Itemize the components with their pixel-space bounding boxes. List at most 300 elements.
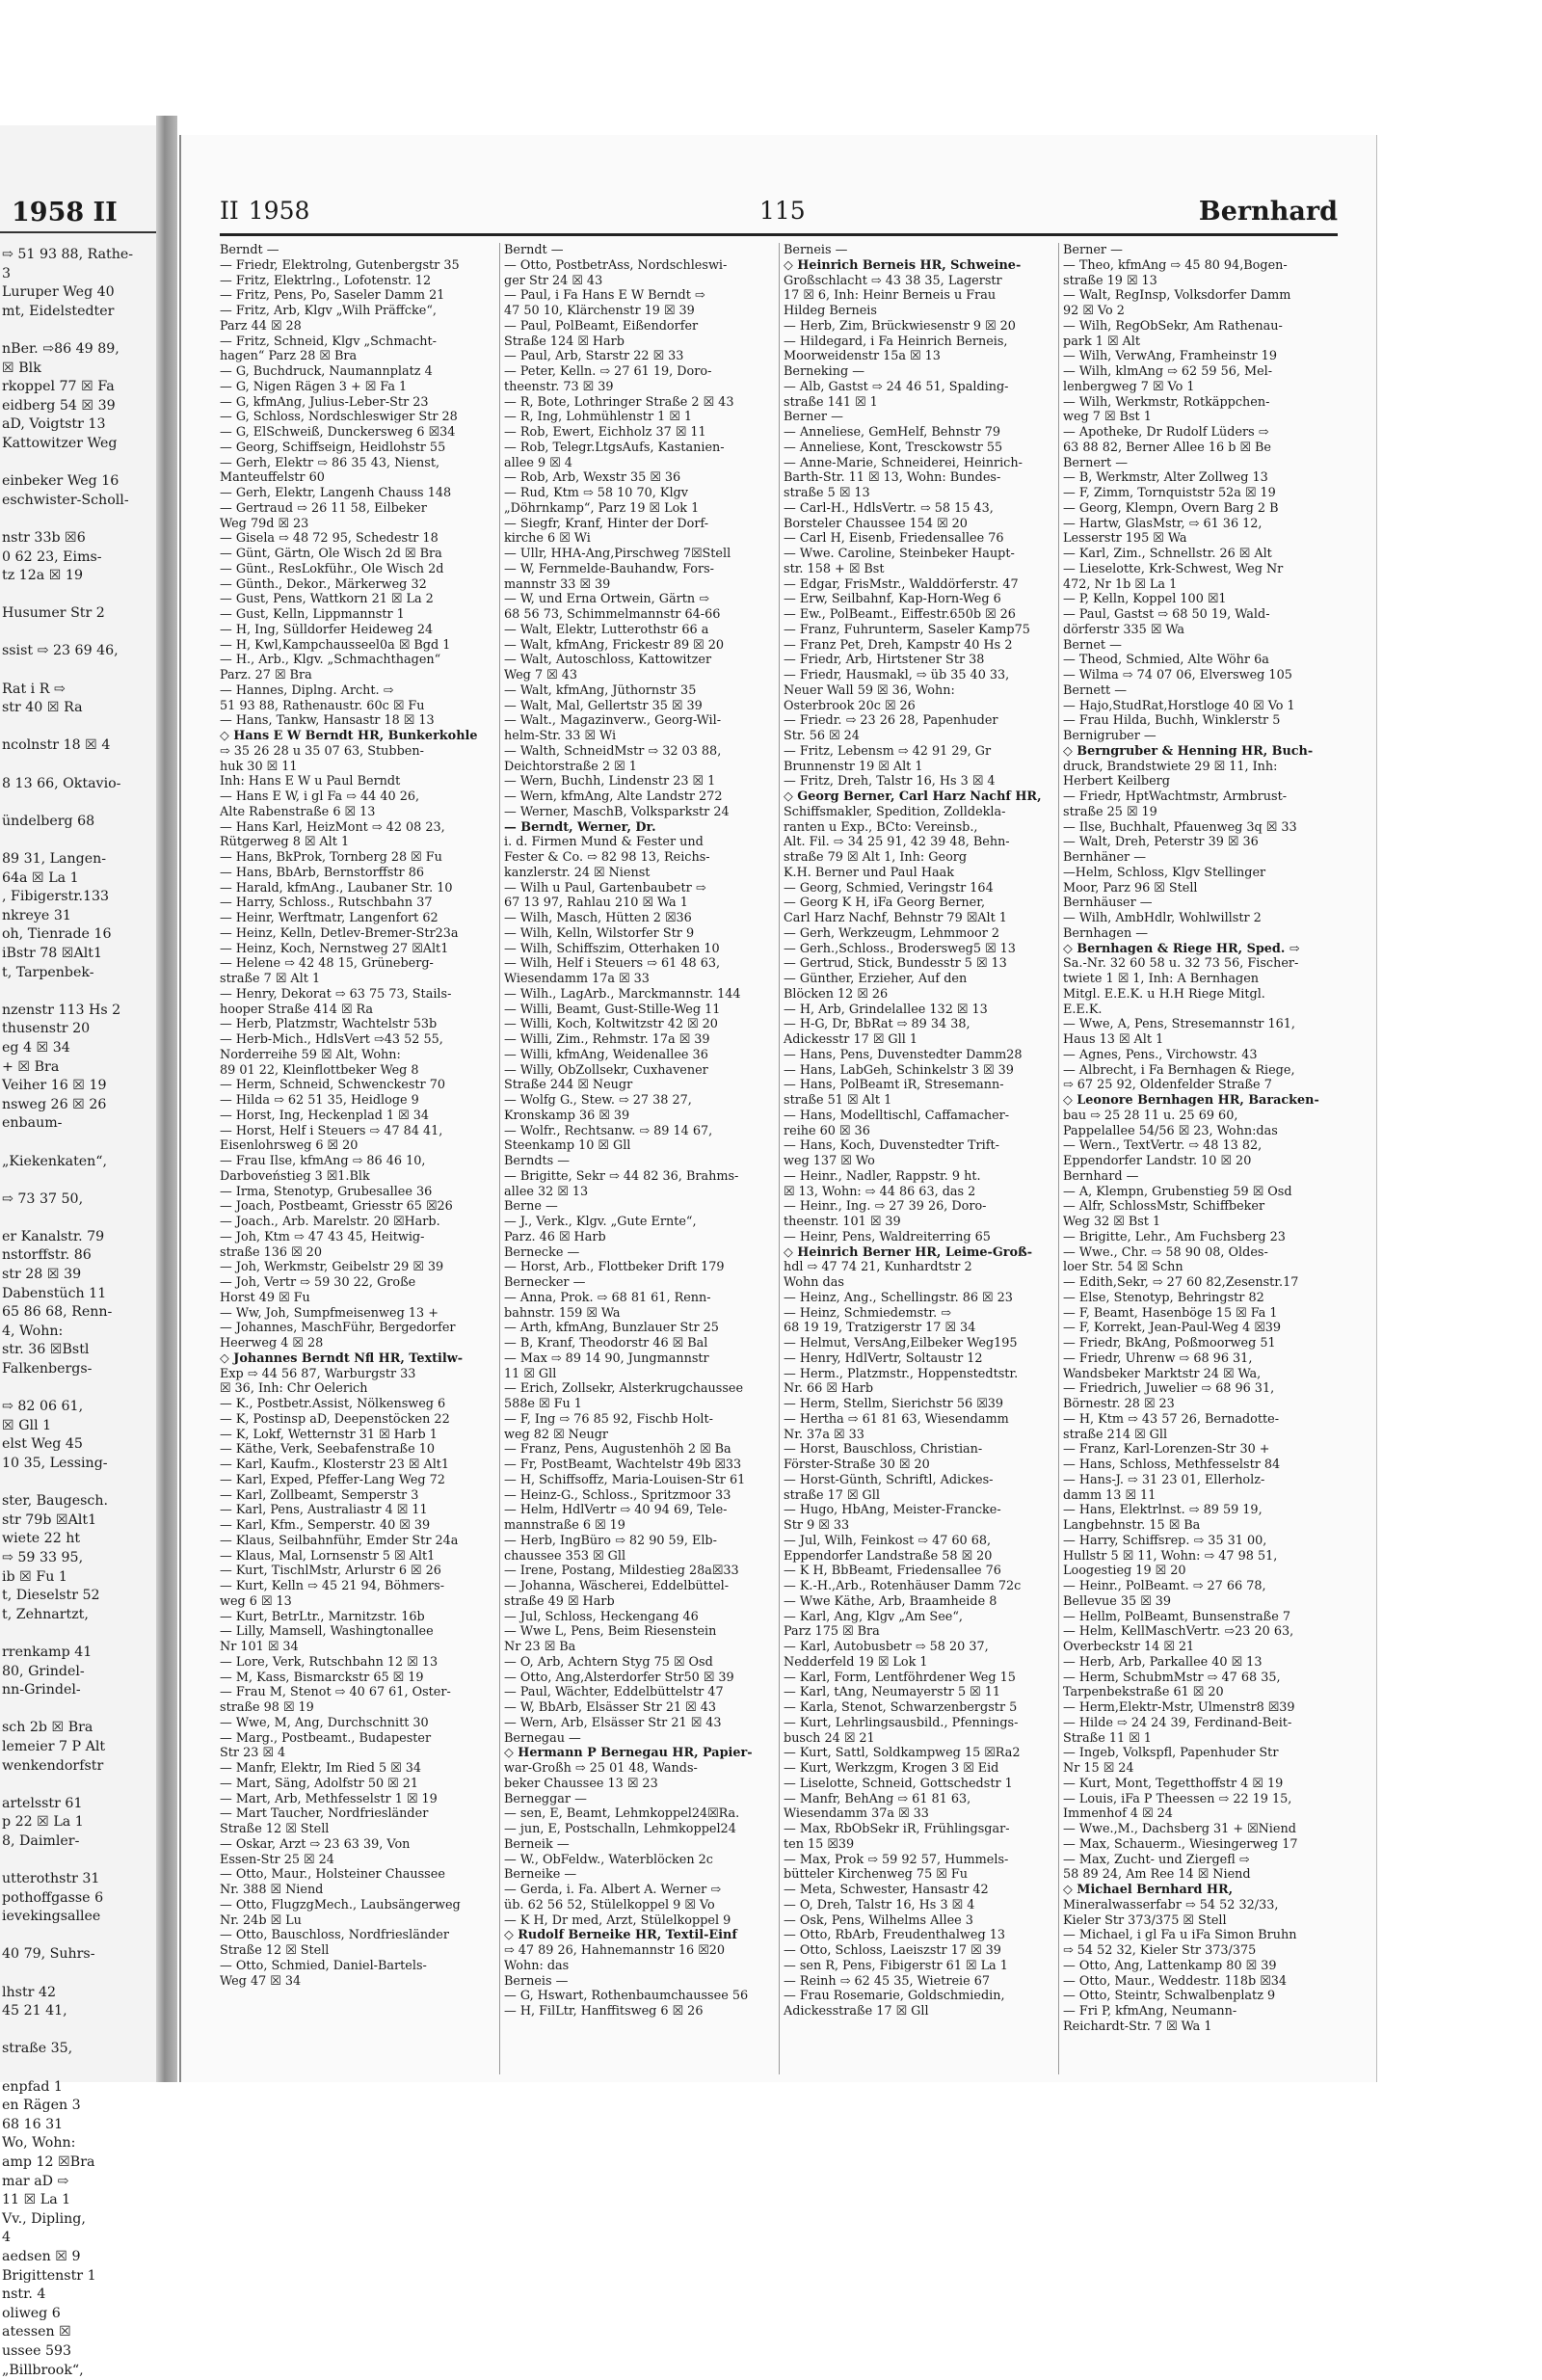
directory-entry-line: — Herb, Arb, Parkallee 40 ☒ 13: [1063, 1655, 1336, 1671]
facing-page-line: [2, 454, 146, 473]
directory-entry-line: hagen“ Parz 28 ☒ Bra: [220, 349, 492, 364]
directory-entry-line: — Paul, PolBeamt, Eißendorfer: [504, 319, 777, 334]
directory-entry-line: — Wwe.,M., Dachsberg 31 + ☒Niend: [1063, 1822, 1336, 1837]
facing-page-line: t, Tarpenbek-: [2, 964, 146, 983]
directory-entry-line: — W., ObFeldw., Waterblöcken 2c: [504, 1853, 777, 1868]
directory-entry-line: Straße 12 ☒ Stell: [220, 1943, 492, 1959]
facing-page-line: [2, 510, 146, 529]
directory-entry-line: — Walt, Autoschloss, Kattowitzer: [504, 653, 777, 668]
directory-entry-line: Bernecker —: [504, 1275, 777, 1291]
directory-entry-line: — Ww, Joh, Sumpfmeisenweg 13 +: [220, 1306, 492, 1322]
directory-entry-line: helm-Str. 33 ☒ Wi: [504, 729, 777, 744]
directory-entry-line: Berner —: [1063, 243, 1336, 258]
directory-entry-line: 11 ☒ Gll: [504, 1367, 777, 1382]
directory-entry-line: — Heinr., Ing. ⇨ 27 39 26, Doro-: [784, 1199, 1056, 1215]
directory-entry-line: — G, Buchdruck, Naumannplatz 4: [220, 364, 492, 380]
directory-entry-line: — Reinh ⇨ 62 45 35, Wietreie 67: [784, 1974, 1056, 1990]
directory-entry-line: dörferstr 335 ☒ Wa: [1063, 623, 1336, 638]
directory-entry-line: — Brigitte, Lehr., Am Fuchsberg 23: [1063, 1230, 1336, 1245]
directory-entry-line: — Franz, Karl-Lorenzen-Str 30 +: [1063, 1442, 1336, 1457]
directory-entry-line: — Franz, Pens, Augustenhöh 2 ☒ Ba: [504, 1442, 777, 1457]
directory-entry-line: Berneking —: [784, 364, 1056, 380]
directory-entry-line: — Edgar, FrisMstr., Walddörferstr. 47: [784, 577, 1056, 593]
directory-entry-line: — Fritz, Lebensm ⇨ 42 91 29, Gr: [784, 744, 1056, 760]
directory-entry-line: straße 25 ☒ 19: [1063, 805, 1336, 820]
directory-entry-line: Berne —: [504, 1199, 777, 1215]
directory-entry-line: 17 ☒ 6, Inh: Heinr Berneis u Frau: [784, 288, 1056, 304]
directory-entry-line: ◇ Bernhagen & Riege HR, Sped. ⇨: [1063, 942, 1336, 957]
facing-page-line: wiete 22 ht: [2, 1530, 146, 1549]
directory-entry-line: — Manfr, BehAng ⇨ 61 81 63,: [784, 1792, 1056, 1807]
directory-entry-line: Bellevue 35 ☒ 39: [1063, 1594, 1336, 1610]
book-gutter: [156, 116, 177, 2082]
facing-page-line: [2, 831, 146, 850]
facing-page-line: ncolnstr 18 ☒ 4: [2, 736, 146, 756]
directory-entry-line: 58 89 24, Am Ree 14 ☒ Niend: [1063, 1867, 1336, 1883]
directory-entry-line: Bernhäner —: [1063, 850, 1336, 866]
facing-page-line: ⇨ 82 06 61,: [2, 1398, 146, 1417]
directory-entry-line: — Paul, Wächter, Eddelbüttelstr 47: [504, 1685, 777, 1700]
directory-entry-line: Straße 124 ☒ Harb: [504, 334, 777, 350]
directory-entry-line: Alt. Fil. ⇨ 34 25 91, 42 39 48, Behn-: [784, 835, 1056, 850]
directory-entry-line: — Ullr, HHA-Ang,Pirschweg 7☒Stell: [504, 547, 777, 562]
directory-entry-line: Immenhof 4 ☒ 24: [1063, 1806, 1336, 1822]
facing-page-line: nkreye 31: [2, 907, 146, 926]
directory-entry-line: — Hajo,StudRat,Horstloge 40 ☒ Vo 1: [1063, 699, 1336, 714]
directory-entry-line: Essen-Str 25 ☒ 24: [220, 1853, 492, 1868]
directory-entry-line: theenstr. 101 ☒ 39: [784, 1215, 1056, 1230]
directory-entry-line: — K, Lokf, Wetternstr 31 ☒ Harb 1: [220, 1428, 492, 1443]
directory-entry-line: — H., Arb., Klgv. „Schmachthagen“: [220, 653, 492, 668]
directory-entry-line: Langbehnstr. 15 ☒ Ba: [1063, 1518, 1336, 1534]
directory-entry-line: — Henry, Dekorat ⇨ 63 75 73, Stails-: [220, 987, 492, 1003]
directory-entry-line: — G, kfmAng, Julius-Leber-Str 23: [220, 395, 492, 411]
directory-entry-line: Str 9 ☒ 33: [784, 1518, 1056, 1534]
directory-entry-line: Barth-Str. 11 ☒ 13, Wohn: Bundes-: [784, 470, 1056, 486]
facing-page-line: 68 16 31: [2, 2116, 146, 2135]
directory-entry-line: Manteuffelstr 60: [220, 470, 492, 486]
directory-entry-line: mannstr 33 ☒ 39: [504, 577, 777, 593]
directory-entry-line: — Helene ⇨ 42 48 15, Grüneberg-: [220, 956, 492, 972]
directory-entry-line: — H, Schiffsoffz, Maria-Louisen-Str 61: [504, 1473, 777, 1488]
directory-entry-line: straße 5 ☒ 13: [784, 486, 1056, 501]
directory-entry-line: — Georg, Klempn, Overn Barg 2 B: [1063, 501, 1336, 517]
directory-entry-line: — Wilh, klmAng ⇨ 62 59 56, Mel-: [1063, 364, 1336, 380]
directory-entry-line: Bernert —: [1063, 456, 1336, 471]
directory-entry-line: ☒ 36, Inh: Chr Oelerich: [220, 1381, 492, 1397]
directory-entry-line: Norderreihe 59 ☒ Alt, Wohn:: [220, 1048, 492, 1063]
directory-entry-line: — Kurt, Sattl, Soldkampweg 15 ☒Ra2: [784, 1746, 1056, 1761]
directory-entry-line: Pappelallee 54/56 ☒ 23, Wohn:das: [1063, 1124, 1336, 1139]
facing-page-line: Vv., Dipling,: [2, 2210, 146, 2230]
directory-entry-line: Straße 12 ☒ Stell: [220, 1822, 492, 1837]
directory-entry-line: — Brigitte, Sekr ⇨ 44 82 36, Brahms-: [504, 1169, 777, 1185]
directory-entry-line: — Otto, PostbetrAss, Nordschleswi-: [504, 258, 777, 274]
directory-entry-line: — Johanna, Wäscherei, Eddelbüttel-: [504, 1579, 777, 1594]
directory-entry-line: — Mart Taucher, Nordfriesländer: [220, 1806, 492, 1822]
directory-entry-line: — Max, Zucht- und Ziergefl ⇨: [1063, 1853, 1336, 1868]
directory-entry-line: — Karl, Kaufm., Klosterstr 23 ☒ Alt1: [220, 1457, 492, 1473]
directory-entry-line: — H-G, Dr, BbRat ⇨ 89 34 38,: [784, 1017, 1056, 1032]
facing-page-line: oliweg 6: [2, 2305, 146, 2324]
directory-entry-line: weg 137 ☒ Wo: [784, 1154, 1056, 1169]
directory-entry-line: — Hans, BkProk, Tornberg 28 ☒ Fu: [220, 850, 492, 866]
directory-entry-line: Mineralwasserfabr ⇨ 54 52 32/33,: [1063, 1898, 1336, 1913]
directory-entry-line: — Franz, Fuhrunterm, Saseler Kamp75: [784, 623, 1056, 638]
directory-entry-line: Nr. 37a ☒ 33: [784, 1428, 1056, 1443]
directory-entry-line: Bernhard —: [1063, 1169, 1336, 1185]
directory-entry-line: — Paul, Arb, Starstr 22 ☒ 33: [504, 349, 777, 364]
directory-entry-line: — Hans, Elektrlnst. ⇨ 89 59 19,: [1063, 1503, 1336, 1518]
directory-entry-line: Herbert Keilberg: [1063, 774, 1336, 789]
directory-entry-line: — Max ⇨ 89 14 90, Jungmannstr: [504, 1351, 777, 1367]
directory-entry-line: — Willi, Koch, Koltwitzstr 42 ☒ 20: [504, 1017, 777, 1032]
directory-entry-line: — Wern, kfmAng, Alte Landstr 272: [504, 789, 777, 805]
facing-page-line: rrenkamp 41: [2, 1644, 146, 1663]
directory-entry-line: — Helm, KellMaschVertr. ⇨23 20 63,: [1063, 1624, 1336, 1640]
directory-entry-line: — Joh, Ktm ⇨ 47 43 45, Heitwig-: [220, 1230, 492, 1245]
directory-entry-line: ☒ 13, Wohn: ⇨ 44 86 63, das 2: [784, 1185, 1056, 1200]
directory-entry-line: — Heinz, Ang., Schellingstr. 86 ☒ 23: [784, 1291, 1056, 1306]
directory-entry-line: 588e ☒ Fu 1: [504, 1397, 777, 1412]
facing-page-line: [2, 1209, 146, 1228]
directory-entry-line: — Alb, Gastst ⇨ 24 46 51, Spalding-: [784, 380, 1056, 395]
directory-entry-line: ⇨ 54 52 32, Kieler Str 373/375: [1063, 1943, 1336, 1959]
facing-page-line: [2, 1965, 146, 1984]
facing-page-line: eschwister-Scholl-: [2, 492, 146, 511]
directory-entry-line: — Walt, kfmAng, Frickestr 89 ☒ 20: [504, 638, 777, 654]
facing-page-line: „Billbrook“,: [2, 2362, 146, 2380]
directory-entry-line: straße 79 ☒ Alt 1, Inh: Georg: [784, 850, 1056, 866]
directory-entry-line: — Max, Prok ⇨ 59 92 57, Hummels-: [784, 1853, 1056, 1868]
facing-page-line: Brigittenstr 1: [2, 2267, 146, 2286]
directory-entry-line: — Heinz, Kelln, Detlev-Bremer-Str23a: [220, 926, 492, 942]
directory-entry-line: ⇨ 47 89 26, Hahnemannstr 16 ☒20: [504, 1943, 777, 1959]
directory-entry-line: straße 51 ☒ Alt 1: [784, 1093, 1056, 1109]
facing-page-line: nn-Grindel-: [2, 1681, 146, 1700]
directory-entry-line: Eisenlohrsweg 6 ☒ 20: [220, 1138, 492, 1154]
facing-page-line: 4, Wohn:: [2, 1323, 146, 1342]
facing-page-line: 8, Daimler-: [2, 1832, 146, 1852]
facing-page-line: ⇨ 51 93 88, Rathe-: [2, 246, 146, 265]
directory-entry-line: — Frau Hilda, Buchh, Winklerstr 5: [1063, 713, 1336, 729]
directory-entry-line: — O, Arb, Achtern Styg 75 ☒ Osd: [504, 1655, 777, 1671]
directory-entry-line: — G, ElSchweiß, Dunckersweg 6 ☒34: [220, 425, 492, 441]
directory-entry-line: Parz 44 ☒ 28: [220, 319, 492, 334]
directory-entry-line: weg 82 ☒ Neugr: [504, 1428, 777, 1443]
facing-page-line: nsweg 26 ☒ 26: [2, 1096, 146, 1115]
facing-page-line: tz 12a ☒ 19: [2, 567, 146, 586]
directory-entry-line: ◇ Heinrich Berneis HR, Schweine-: [784, 258, 1056, 274]
directory-entry-line: — W, BbArb, Elsässer Str 21 ☒ 43: [504, 1700, 777, 1716]
directory-entry-line: Reichardt-Str. 7 ☒ Wa 1: [1063, 2019, 1336, 2035]
directory-entry-line: — Hans-J. ⇨ 31 23 01, Ellerholz-: [1063, 1473, 1336, 1488]
directory-entry-line: Nedderfeld 19 ☒ Lok 1: [784, 1655, 1056, 1671]
facing-page-line: ⇨ 59 33 95,: [2, 1549, 146, 1568]
directory-entry-line: — Irene, Postang, Mildestieg 28a☒33: [504, 1564, 777, 1579]
facing-page-line: 4: [2, 2229, 146, 2248]
facing-page-line: [2, 1624, 146, 1644]
directory-entry-line: — Herb-Mich., HdlsVert ⇨43 52 55,: [220, 1032, 492, 1048]
directory-entry-line: — Helm, HdlVertr ⇨ 40 94 69, Tele-: [504, 1503, 777, 1518]
directory-entry-line: Bernett —: [1063, 683, 1336, 699]
directory-entry-line: — Hildegard, i Fa Heinrich Berneis,: [784, 334, 1056, 350]
directory-entry-line: — Arth, kfmAng, Bunzlauer Str 25: [504, 1321, 777, 1336]
directory-entry-line: — Friedr, HptWachtmstr, Armbrust-: [1063, 789, 1336, 805]
facing-page-line: [2, 718, 146, 737]
directory-entry-line: — Horst, Helf i Steuers ⇨ 47 84 41,: [220, 1124, 492, 1139]
directory-entry-line: — Meta, Schwester, Hansastr 42: [784, 1883, 1056, 1898]
directory-entry-line: Str 23 ☒ 4: [220, 1746, 492, 1761]
directory-entry-line: loer Str. 54 ☒ Schn: [1063, 1260, 1336, 1275]
facing-page-line: [2, 982, 146, 1002]
directory-entry-line: — Otto, Ang,Alsterdorfer Str50 ☒ 39: [504, 1671, 777, 1686]
directory-entry-line: — Lilly, Mamsell, Washingtonallee: [220, 1624, 492, 1640]
directory-entry-line: Bernet —: [1063, 638, 1336, 654]
directory-entry-line: busch 24 ☒ 21: [784, 1731, 1056, 1747]
directory-entry-line: Weg 7 ☒ 43: [504, 668, 777, 683]
directory-entry-line: — Gerh, Elektr, Langenh Chauss 148: [220, 486, 492, 501]
directory-entry-line: — Jul, Schloss, Heckengang 46: [504, 1610, 777, 1625]
facing-page-line: [2, 1700, 146, 1720]
directory-entry-line: — W, Fernmelde-Bauhandw, Fors-: [504, 562, 777, 577]
directory-entry-line: — Hellm, PolBeamt, Bunsenstraße 7: [1063, 1610, 1336, 1625]
directory-entry-line: — Mart, Säng, Adolfstr 50 ☒ 21: [220, 1777, 492, 1792]
directory-entry-line: — Franz Pet, Dreh, Kampstr 40 Hs 2: [784, 638, 1056, 654]
directory-entry-line: — A, Klempn, Grubenstieg 59 ☒ Osd: [1063, 1185, 1336, 1200]
directory-entry-line: — Otto, Schmied, Daniel-Bartels-: [220, 1959, 492, 1974]
facing-page-line: 89 31, Langen-: [2, 850, 146, 869]
directory-entry-line: — Wilh, Helf i Steuers ⇨ 61 48 63,: [504, 956, 777, 972]
directory-entry-line: ⇨ 67 25 92, Oldenfelder Straße 7: [1063, 1078, 1336, 1093]
directory-entry-line: — Wilh., LagArb., Marckmannstr. 144: [504, 987, 777, 1003]
directory-entry-line: hdl ⇨ 47 74 21, Kunhardtstr 2: [784, 1260, 1056, 1275]
page-side: II: [220, 197, 239, 225]
facing-page-line: + ☒ Bra: [2, 1058, 146, 1078]
directory-entry-line: — Rob, Ewert, Eichholz 37 ☒ 11: [504, 425, 777, 441]
directory-entry-line: Weg 79d ☒ 23: [220, 517, 492, 532]
directory-entry-line: Brunnenstr 19 ☒ Alt 1: [784, 760, 1056, 775]
directory-entry-line: Wiesendamm 17a ☒ 33: [504, 972, 777, 987]
directory-entry-line: weg 7 ☒ Bst 1: [1063, 410, 1336, 425]
directory-entry-line: Berndts —: [504, 1154, 777, 1169]
directory-entry-line: — Anne-Marie, Schneiderei, Heinrich-: [784, 456, 1056, 471]
directory-entry-line: — Friedr. ⇨ 23 26 28, Papenhuder: [784, 713, 1056, 729]
directory-entry-line: — Gust, Pens, Wattkorn 21 ☒ La 2: [220, 592, 492, 607]
facing-page-line: [2, 586, 146, 605]
directory-entry-line: — Georg, Schmied, Veringstr 164: [784, 881, 1056, 896]
directory-entry-line: — Jul, Wilh, Feinkost ⇨ 47 60 68,: [784, 1534, 1056, 1549]
directory-entry-line: — Osk, Pens, Wilhelms Allee 3: [784, 1913, 1056, 1929]
facing-page-line: [2, 1379, 146, 1399]
directory-entry-line: — O, Dreh, Talstr 16, Hs 3 ☒ 4: [784, 1898, 1056, 1913]
directory-entry-line: — Otto, Ang, Lattenkamp 80 ☒ 39: [1063, 1959, 1336, 1974]
directory-entry-line: Schiffsmakler, Spedition, Zolldekla-: [784, 805, 1056, 820]
directory-entry-line: Nr. 388 ☒ Niend: [220, 1883, 492, 1898]
directory-entry-line: Bernhagen —: [1063, 926, 1336, 942]
directory-entry-line: — Harry, Schloss., Rutschbahn 37: [220, 896, 492, 911]
directory-entry-line: — Hans, Koch, Duvenstedter Trift-: [784, 1138, 1056, 1154]
facing-page-line: 0 62 23, Eims-: [2, 548, 146, 568]
facing-page-line: [2, 1474, 146, 1493]
facing-page-line: lemeier 7 P Alt: [2, 1738, 146, 1757]
directory-entry-line: Alte Rabenstraße 6 ☒ 13: [220, 805, 492, 820]
directory-entry-line: Moorweidenstr 15a ☒ 13: [784, 349, 1056, 364]
directory-entry-line: Wohn: das: [504, 1959, 777, 1974]
directory-entry-line: — Friedrich, Juwelier ⇨ 68 96 31,: [1063, 1381, 1336, 1397]
directory-entry-line: — Heinr, Werftmatr, Langenfort 62: [220, 911, 492, 926]
directory-entry-line: — Irma, Stenotyp, Grubesallee 36: [220, 1185, 492, 1200]
facing-page-line: Veiher 16 ☒ 19: [2, 1077, 146, 1096]
facing-page-line: Husumer Str 2: [2, 604, 146, 624]
directory-entry-line: Mitgl. E.E.K. u H.H Riege Mitgl.: [1063, 987, 1336, 1003]
directory-entry-line: — Hans Karl, HeizMont ⇨ 42 08 23,: [220, 820, 492, 836]
directory-entry-line: — Herm, Stellm, Sierichstr 56 ☒39: [784, 1397, 1056, 1412]
directory-entry-line: — H, FilLtr, Hanffitsweg 6 ☒ 26: [504, 2004, 777, 2019]
directory-entry-line: — K H, BbBeamt, Friedensallee 76: [784, 1564, 1056, 1579]
directory-entry-line: — Henry, HdlVertr, Soltaustr 12: [784, 1351, 1056, 1367]
directory-entry-line: — Werner, MaschB, Volksparkstr 24: [504, 805, 777, 820]
facing-page-line: ☒ Gll 1: [2, 1417, 146, 1436]
directory-entry-line: — Frau Rosemarie, Goldschmiedin,: [784, 1989, 1056, 2004]
directory-entry-line: — Hans, Modelltischl, Caffamacher-: [784, 1109, 1056, 1124]
facing-page-line: artelsstr 61: [2, 1795, 146, 1814]
facing-page-line: thusenstr 20: [2, 1020, 146, 1039]
facing-page-line: ssist ⇨ 23 69 46,: [2, 642, 146, 661]
directory-entry-line: — Lieselotte, Krk-Schwest, Weg Nr: [1063, 562, 1336, 577]
facing-page-line: [2, 321, 146, 340]
directory-entry-line: — Fri P, kfmAng, Neumann-: [1063, 2004, 1336, 2019]
directory-entry-line: — Karl, Form, Lentföhrdener Weg 15: [784, 1671, 1056, 1686]
directory-entry-line: — Liselotte, Schneid, Gottschedstr 1: [784, 1777, 1056, 1792]
directory-entry-line: — Berndt, Werner, Dr.: [504, 820, 777, 836]
directory-entry-line: — Wilh, Kelln, Wilstorfer Str 9: [504, 926, 777, 942]
directory-entry-line: Haus 13 ☒ Alt 1: [1063, 1032, 1336, 1048]
directory-entry-line: straße 17 ☒ Gll: [784, 1488, 1056, 1504]
directory-entry-line: — M, Kass, Bismarckstr 65 ☒ 19: [220, 1671, 492, 1686]
directory-entry-line: — Herm., Platzmstr., Hoppenstedtstr.: [784, 1367, 1056, 1382]
directory-entry-line: — Harry, Schiffsrep. ⇨ 35 31 00,: [1063, 1534, 1336, 1549]
facing-page-line: er Kanalstr. 79: [2, 1228, 146, 1247]
directory-entry-line: — Lore, Verk, Rutschbahn 12 ☒ 13: [220, 1655, 492, 1671]
directory-entry-line: — sen, E, Beamt, Lehmkoppel24☒Ra.: [504, 1806, 777, 1822]
directory-entry-line: — Manfr, Elektr, Im Ried 5 ☒ 34: [220, 1761, 492, 1777]
directory-entry-line: twiete 1 ☒ 1, Inh: A Bernhagen: [1063, 972, 1336, 987]
directory-entry-line: Exp ⇨ 44 56 87, Warburgstr 33: [220, 1367, 492, 1382]
directory-entry-line: — Wwe, A, Pens, Stresemannstr 161,: [1063, 1017, 1336, 1032]
facing-page-line: amp 12 ☒Bra: [2, 2153, 146, 2173]
directory-entry-line: ⇨ 35 26 28 u 35 07 63, Stubben-: [220, 744, 492, 760]
directory-entry-line: — Hans, LabGeh, Schinkelstr 3 ☒ 39: [784, 1063, 1056, 1079]
directory-entry-line: ◇ Michael Bernhard HR,: [1063, 1883, 1336, 1898]
directory-entry-line: — Wwe. Caroline, Steinbeker Haupt-: [784, 547, 1056, 562]
directory-entry-line: — Hertha ⇨ 61 81 63, Wiesendamm: [784, 1412, 1056, 1428]
facing-page-line: Wo, Wohn:: [2, 2134, 146, 2153]
facing-page-lines: [2, 246, 146, 2380]
directory-entry-line: — Herb, Zim, Brückwiesenstr 9 ☒ 20: [784, 319, 1056, 334]
facing-page-line: str 28 ☒ 39: [2, 1266, 146, 1285]
directory-entry-line: — Hans, Schloss, Methfesselstr 84: [1063, 1457, 1336, 1473]
directory-entry-line: Nr 23 ☒ Ba: [504, 1640, 777, 1655]
facing-page-line: einbeker Weg 16: [2, 472, 146, 492]
directory-entry-line: Str. 56 ☒ 24: [784, 729, 1056, 744]
directory-entry-line: — Marg., Postbeamt., Budapester: [220, 1731, 492, 1747]
directory-entry-line: Deichtorstraße 2 ☒ 1: [504, 760, 777, 775]
directory-entry-line: — Herb, IngBüro ⇨ 82 90 59, Elb-: [504, 1534, 777, 1549]
directory-entry-line: — Ilse, Buchhalt, Pfauenweg 3q ☒ 33: [1063, 820, 1336, 836]
directory-entry-line: — Otto, RbArb, Freudenthalweg 13: [784, 1928, 1056, 1943]
directory-entry-line: 472, Nr 1b ☒ La 1: [1063, 577, 1336, 593]
directory-entry-line: straße 19 ☒ 13: [1063, 274, 1336, 289]
directory-entry-line: — Karl, Kfm., Semperstr. 40 ☒ 39: [220, 1518, 492, 1534]
directory-entry-line: Carl Harz Nachf, Behnstr 79 ☒Alt 1: [784, 911, 1056, 926]
directory-entry-line: — Alfr, SchlossMstr, Schiffbeker: [1063, 1199, 1336, 1215]
directory-entry-line: — G, Schloss, Nordschleswiger Str 28: [220, 410, 492, 425]
directory-entry-line: Berner —: [784, 410, 1056, 425]
directory-entry-line: — Friedr, Elektrolng, Gutenbergstr 35: [220, 258, 492, 274]
facing-page-line: oh, Tienrade 16: [2, 925, 146, 945]
directory-entry-line: — Carl H, Eisenb, Friedensallee 76: [784, 531, 1056, 547]
facing-page-line: mt, Eidelstedter: [2, 303, 146, 322]
directory-entry-line: — Wwe, M, Ang, Durchschnitt 30: [220, 1716, 492, 1731]
directory-entry-line: Loogestieg 19 ☒ 20: [1063, 1564, 1336, 1579]
directory-entry-line: — Gerh.,Schloss., Brodersweg5 ☒ 13: [784, 942, 1056, 957]
directory-entry-line: — Walth, SchneidMstr ⇨ 32 03 88,: [504, 744, 777, 760]
directory-entry-line: — K H, Dr med, Arzt, Stülelkoppel 9: [504, 1913, 777, 1929]
directory-entry-line: 47 50 10, Klärchenstr 19 ☒ 39: [504, 304, 777, 319]
facing-page-line: [2, 1134, 146, 1153]
directory-entry-line: — Carl-H., HdlsVertr. ⇨ 58 15 43,: [784, 501, 1056, 517]
directory-entry-line: E.E.K.: [1063, 1003, 1336, 1018]
directory-entry-line: hooper Straße 414 ☒ Ra: [220, 1003, 492, 1018]
facing-page-line: 65 86 68, Renn-: [2, 1303, 146, 1323]
directory-entry-line: — Ingeb, Volkspfl, Papenhuder Str: [1063, 1746, 1336, 1761]
facing-page-line: [2, 1927, 146, 1946]
directory-entry-line: ranten u Exp., BCto: Vereinsb.,: [784, 820, 1056, 836]
directory-entry-line: — Siegfr, Kranf, Hinter der Dorf-: [504, 517, 777, 532]
facing-page-line: str 40 ☒ Ra: [2, 699, 146, 718]
facing-page-line: sch 2b ☒ Bra: [2, 1719, 146, 1738]
directory-entry-line: K.H. Berner und Paul Haak: [784, 866, 1056, 881]
directory-entry-line: — Wern., TextVertr. ⇨ 48 13 82,: [1063, 1138, 1336, 1154]
facing-page-line: eidberg 54 ☒ 39: [2, 397, 146, 416]
directory-entry-line: — Karl, Ang, Klgv „Am See“,: [784, 1610, 1056, 1625]
facing-page-line: Dabenstüch 11: [2, 1285, 146, 1304]
directory-entry-line: — Rob, Arb, Wexstr 35 ☒ 36: [504, 470, 777, 486]
directory-entry-line: — Kurt, Kelln ⇨ 45 21 94, Böhmers-: [220, 1579, 492, 1594]
directory-entry-line: — Peter, Kelln. ⇨ 27 61 19, Doro-: [504, 364, 777, 380]
directory-entry-line: — K., Postbetr.Assist, Nölkensweg 6: [220, 1397, 492, 1412]
directory-entry-line: — Otto, Schloss, Laeiszstr 17 ☒ 39: [784, 1943, 1056, 1959]
facing-page-line: str 79b ☒Alt1: [2, 1511, 146, 1531]
directory-entry-line: straße 141 ☒ 1: [784, 395, 1056, 411]
directory-entry-line: ◇ Johannes Berndt Nfl HR, Textilw-: [220, 1351, 492, 1367]
facing-page-line: [2, 1851, 146, 1870]
facing-page-line: lhstr 42: [2, 1984, 146, 2003]
directory-entry-line: ◇ Hermann P Bernegau HR, Papier-: [504, 1746, 777, 1761]
directory-entry-line: — Louis, iFa P Theessen ⇨ 22 19 15,: [1063, 1792, 1336, 1807]
directory-page: [179, 135, 1377, 2082]
directory-entry-line: — Gertrud, Stick, Bundesstr 5 ☒ 13: [784, 956, 1056, 972]
directory-entry-line: 89 01 22, Kleinflottbeker Weg 8: [220, 1063, 492, 1079]
directory-entry-line: — Heinz, Schmiedemstr. ⇨: [784, 1306, 1056, 1322]
directory-entry-line: — Paul, Gastst ⇨ 68 50 19, Wald-: [1063, 607, 1336, 623]
directory-entry-line: üb. 62 56 52, Stülelkoppel 9 ☒ Vo: [504, 1898, 777, 1913]
directory-entry-line: Parz. 27 ☒ Bra: [220, 668, 492, 683]
header-rule: [220, 233, 1338, 236]
directory-entry-line: Berndt —: [504, 243, 777, 258]
directory-entry-line: — H, Ktm ⇨ 43 57 26, Bernadotte-: [1063, 1412, 1336, 1428]
